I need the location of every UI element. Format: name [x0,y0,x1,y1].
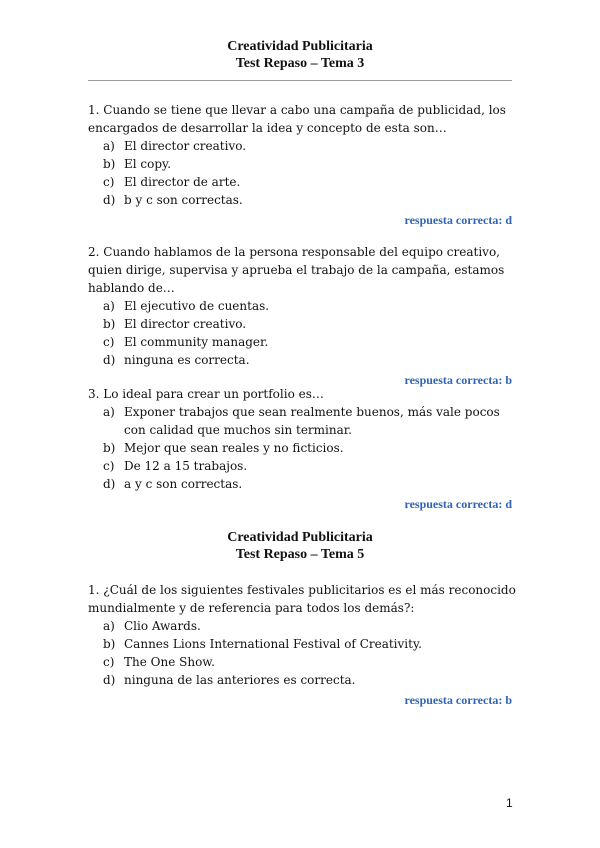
option-letter: c) [103,175,115,189]
option-letter: b) [103,637,116,651]
option-letter: c) [103,655,115,669]
title-divider [88,80,512,81]
option-item [88,653,518,671]
option-text: ninguna de las anteriores es correcta. [124,673,356,687]
option-text: Clio Awards. [124,619,201,633]
section-title: Creatividad Publicitaria [227,530,373,545]
option-item [88,457,518,475]
question-text: 1. ¿Cuál de los siguientes festivales publicitarios es el más reconocido mundialmente y de referencia para todos los demás?: [88,583,516,615]
option-text: a y c son correctas. [124,477,243,491]
correct-answer: respuesta correcta: d [404,497,512,511]
option-text: El community manager. [124,335,269,349]
option-text: Mejor que sean reales y no ficticios. [124,441,344,455]
options-list [88,297,518,369]
section-2-title-block [0,529,600,563]
option-letter: a) [103,405,115,419]
question-block [88,581,518,709]
option-letter: b) [103,441,116,455]
option-item [88,617,518,635]
option-text: De 12 a 15 trabajos. [124,459,248,473]
option-item [88,351,518,369]
option-letter: b) [103,317,116,331]
option-letter: a) [103,139,115,153]
document-subtitle: Test Repaso – Tema 3 [235,56,365,71]
option-letter: a) [103,619,115,633]
question-block [88,101,518,229]
option-item [88,297,518,315]
section-1-title-block [0,38,600,72]
correct-answer: respuesta correcta: d [404,213,512,227]
correct-answer: respuesta correcta: b [404,693,512,707]
options-list [88,137,518,209]
option-letter: b) [103,157,116,171]
option-letter: d) [103,193,116,207]
option-item [88,671,518,689]
option-letter: d) [103,477,116,491]
option-item [88,475,518,493]
page-number: 1 [506,796,513,810]
option-item [88,403,518,439]
option-letter: c) [103,459,115,473]
option-item [88,155,518,173]
option-text: b y c son correctas. [124,193,243,207]
option-letter: d) [103,353,116,367]
question-text: 1. Cuando se tiene que llevar a cabo una campaña de publicidad, los encargados de desarrollar la idea y concepto de esta son… [88,103,506,135]
document-title: Creatividad Publicitaria [227,39,373,54]
option-item [88,137,518,155]
option-text: Exponer trabajos que sean realmente buenos, más vale pocos con calidad que muchos sin terminar. [124,405,500,437]
options-list [88,403,518,493]
option-text: The One Show. [124,655,215,669]
option-item [88,439,518,457]
option-item [88,315,518,333]
option-text: El director de arte. [124,175,241,189]
option-item [88,191,518,209]
option-text: El director creativo. [124,317,247,331]
option-item [88,333,518,351]
correct-answer: respuesta correcta: b [404,373,512,387]
option-text: El ejecutivo de cuentas. [124,299,270,313]
option-item [88,635,518,653]
question-text: 2. Cuando hablamos de la persona responsable del equipo creativo, quien dirige, supervisa y aprueba el trabajo de la campaña, estamos hablando de… [88,245,505,295]
option-letter: a) [103,299,115,313]
option-letter: d) [103,673,116,687]
question-block [88,243,518,389]
option-text: ninguna es correcta. [124,353,250,367]
option-text: El copy. [124,157,172,171]
section-subtitle: Test Repaso – Tema 5 [235,547,365,562]
question-text: 3. Lo ideal para crear un portfolio es… [88,387,324,401]
option-letter: c) [103,335,115,349]
option-text: Cannes Lions International Festival of Creativity. [124,637,422,651]
options-list [88,617,518,689]
question-block [88,385,518,513]
option-text: El director creativo. [124,139,247,153]
option-item [88,173,518,191]
